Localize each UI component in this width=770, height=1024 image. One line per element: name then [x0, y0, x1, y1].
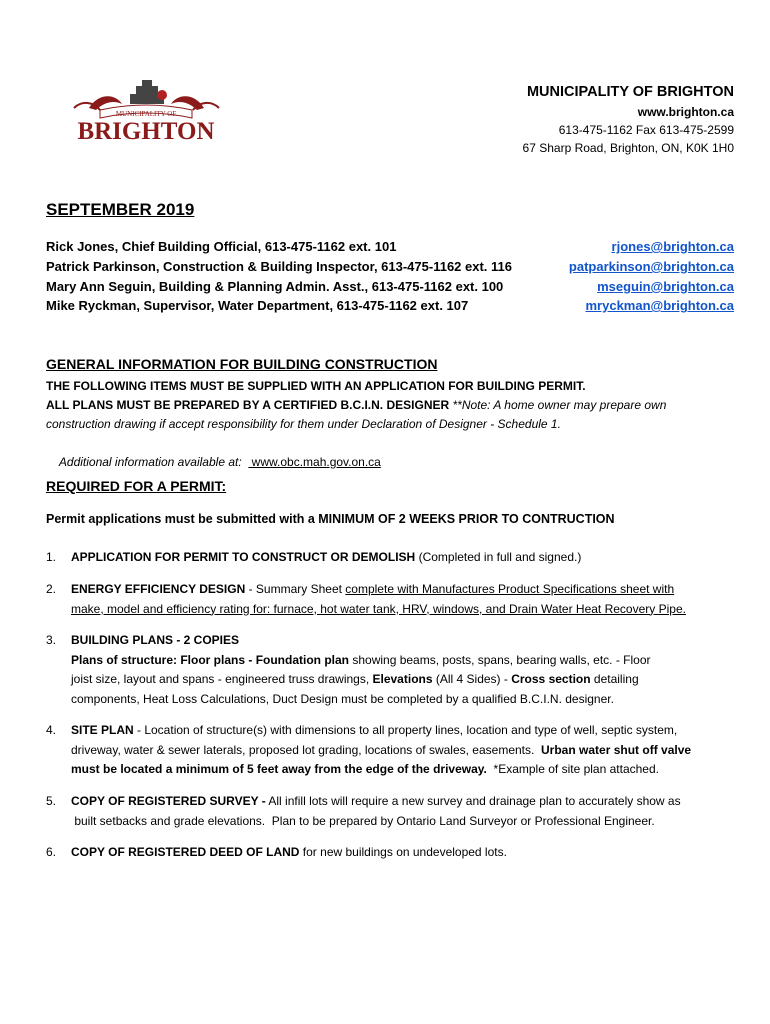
item-number: 4. [46, 723, 57, 737]
contact-row [46, 296, 734, 315]
item-title: SITE PLAN [71, 723, 134, 737]
item-number: 2. [46, 582, 57, 596]
item-text-bold: must be located a minimum of 5 feet away from the edge of the driveway. [71, 762, 487, 776]
contact-row [46, 237, 734, 256]
item-text: All infill lots will require a new survey and drainage plan to accurately show as [265, 794, 681, 808]
item-text: for new buildings on undeveloped lots. [299, 845, 507, 859]
item-text: (All 4 Sides) - [432, 672, 512, 686]
contact-text: Rick Jones, Chief Building Official, 613-475-1162 ext. 101 [46, 239, 397, 254]
additional-info-label: Additional information available at: [46, 455, 249, 469]
phone-fax: 613-475-1162 Fax 613-475-2599 [558, 123, 734, 137]
item-title: ENERGY EFFICIENCY DESIGN [71, 582, 246, 596]
item-number: 6. [46, 845, 57, 859]
required-intro: Permit applications must be submitted with a MINIMUM OF 2 WEEKS PRIOR TO CONTRUCTION [46, 512, 615, 526]
item-number: 1. [46, 550, 57, 564]
item-number: 3. [46, 633, 57, 647]
obc-link[interactable]: www.obc.mah.gov.on.ca [248, 455, 381, 469]
item-text-bold: Cross section [511, 672, 591, 686]
item-text: - Summary Sheet [245, 582, 346, 596]
contact-row [46, 277, 734, 296]
item-title: COPY OF REGISTERED DEED OF LAND [71, 845, 300, 859]
email-link[interactable]: rjones@brighton.ca [611, 239, 734, 254]
contact-text: Mike Ryckman, Supervisor, Water Department, 613-475-1162 ext. 107 [46, 298, 469, 313]
item-text: make, model and efficiency rating for: furnace, hot water tank, HRV, windows, and Drain Water Heat Recovery Pipe. [71, 601, 686, 616]
general-line-2 [46, 396, 666, 415]
address: 67 Sharp Road, Brighton, ON, K0K 1H0 [522, 141, 734, 155]
org-name: MUNICIPALITY OF BRIGHTON [526, 84, 734, 100]
item-text: complete with Manufactures Product Specifications sheet with [345, 582, 675, 596]
general-line-3: construction drawing if accept responsibility for them under Declaration of Designer - Schedule 1. [46, 417, 561, 431]
logo-wordmark: BRIGHTON [77, 118, 215, 142]
general-line-1: THE FOLLOWING ITEMS MUST BE SUPPLIED WITH AN APPLICATION FOR BUILDING PERMIT. [46, 379, 586, 393]
homeowner-note: **Note: A home owner may prepare own [449, 398, 667, 412]
website: www.brighton.ca [637, 105, 734, 119]
contact-text: Mary Ann Seguin, Building & Planning Admin. Asst., 613-475-1162 ext. 100 [46, 279, 504, 294]
email-link[interactable]: patparkinson@brighton.ca [568, 259, 734, 274]
brighton-logo [44, 80, 249, 142]
item-text: (Completed in full and signed.) [415, 550, 582, 564]
item-text: built setbacks and grade elevations. Plan to be prepared by Ontario Land Surveyor or Professional Engineer. [71, 813, 655, 828]
item-text-bold: Plans of structure: Floor plans - Foundation plan [71, 652, 350, 667]
item-text: components, Heat Loss Calculations, Duct Design must be completed by a qualified B.C.I.N. designer. [71, 691, 614, 706]
item-text-bold: Elevations [372, 672, 433, 686]
item-text: driveway, water & sewer laterals, proposed lot grading, locations of swales, easements. [71, 742, 542, 757]
designer-requirement: ALL PLANS MUST BE PREPARED BY A CERTIFIED B.C.I.N. DESIGNER [46, 398, 450, 412]
email-link[interactable]: mryckman@brighton.ca [585, 298, 734, 313]
item-title: APPLICATION FOR PERMIT TO CONSTRUCT OR DEMOLISH [71, 550, 416, 564]
item-title: BUILDING PLANS - 2 COPIES [71, 633, 240, 647]
general-info-heading: GENERAL INFORMATION FOR BUILDING CONSTRUCTION [46, 356, 438, 372]
contact-text: Patrick Parkinson, Construction & Building Inspector, 613-475-1162 ext. 116 [46, 259, 513, 274]
item-text-bold: Urban water shut off valve [541, 742, 692, 757]
required-heading: REQUIRED FOR A PERMIT: [46, 478, 227, 494]
item-text: joist size, layout and spans - engineered truss drawings, [71, 672, 373, 686]
item-text: *Example of site plan attached. [486, 762, 659, 776]
item-number: 5. [46, 794, 57, 808]
general-line-4 [46, 434, 381, 472]
item-text: showing beams, posts, spans, bearing walls, etc. - Floor [349, 652, 651, 667]
page-date: SEPTEMBER 2019 [46, 200, 195, 219]
email-link[interactable]: mseguin@brighton.ca [597, 279, 734, 294]
contact-row [46, 257, 734, 276]
logo-banner-text: MUNICIPALITY OF [115, 110, 177, 118]
item-text: - Location of structure(s) with dimensions to all property lines, location and type of well, septic system, [133, 723, 678, 737]
item-text: detailing [590, 672, 639, 686]
item-title: COPY OF REGISTERED SURVEY - [71, 794, 266, 808]
